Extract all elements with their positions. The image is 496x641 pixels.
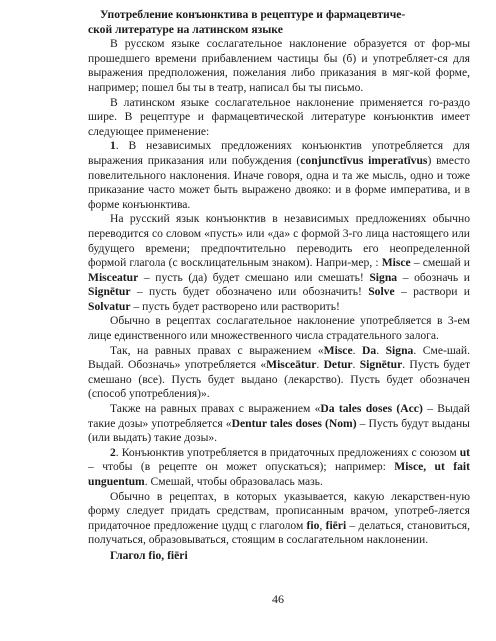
text-run: . [352, 343, 363, 357]
paragraph-p8 [88, 446, 470, 490]
text-run: В русском языке сослагательное наклонение образуется от фор-мы прошедшего времени прибавлением частицы бы (б) и употребляет-ся для выражения предположения, пожелания либо приказания в мяг-кой форме, например; пошел бы ты в театр, написал бы ты письмо. [88, 37, 470, 94]
paragraph-p6 [88, 344, 470, 402]
text-run: – чтобы (в рецепте он может опускаться); например: [88, 460, 395, 474]
text-run: Также на равных правах с выражением « [110, 402, 321, 416]
bold-term: Misce [323, 343, 353, 357]
text-run: . [316, 358, 324, 372]
text-run: – раствори и [394, 285, 471, 299]
paragraph-p4 [88, 212, 470, 314]
text-run: . Сме-шай. Выдай. Обозначь» употребляется « [88, 343, 471, 372]
paragraph-p9 [88, 490, 470, 548]
paragraph-p2 [88, 96, 470, 140]
paragraph-p3 [88, 139, 470, 212]
text-run: Обычно в рецептах сослагательное наклонение употребляется в 3-ем лице единственного или множественного числа страдательного залога. [88, 314, 470, 343]
text-run: , [319, 518, 326, 532]
text-run: – Выдай такие дозы» употребляется « [88, 402, 471, 430]
text-run: . Смешай, чтобы образовалась мазь. [144, 475, 323, 488]
bold-term: 1 [110, 139, 116, 153]
bold-term: fio [306, 518, 320, 532]
text-run: – пусть (да) будет смешано или смешать! [138, 270, 370, 284]
document-body [88, 8, 470, 564]
subsection-heading: Глагол fio, fiēri [110, 548, 188, 562]
text-run: . Конъюнктив употребляется в придаточных предложениях с союзом [115, 445, 460, 459]
text-run: . В независимых предложениях конъюнктив употребляется для выражения приказания или побуждения ( [88, 139, 470, 167]
text-run: На русский язык конъюнктив в независимых предложениях обычно переводится со словом «пусть» или «да» с формой 3-го лица настоящего или будущего времени; предпочтительно переводить его неопределенной формой глагола (с восклицательным знаком). Напри-мер, : [88, 212, 470, 270]
text-run: Так, на равных правах с выражением « [110, 343, 324, 357]
bold-term: conjunctīvus imperatīvus [300, 153, 428, 167]
text-run: – обозначь и [397, 270, 470, 284]
page-number: 46 [272, 592, 284, 606]
bold-term: Signētur [88, 285, 131, 299]
text-run: . Пусть будет смешано (все). Пусть будет выдано (лекарство). Пусть будет обозначен (способ употребления)». [88, 358, 471, 401]
text-run: . [376, 343, 386, 357]
bold-term: ut [459, 445, 470, 459]
section-title-line-2: ской литературе на латинском языке [88, 22, 283, 36]
text-run: Обычно в рецептах, в которых указывается, какую лекарствен-ную форму следует придать средствам, прописанным врачом, употреб-ляется придаточное предложение цудщ с глаголом [88, 489, 470, 532]
bold-term: Signa [369, 270, 398, 284]
text-run: – пусть будет обозначено или обозначить! [130, 285, 369, 299]
bold-term: Da [362, 343, 377, 357]
paragraph-p1 [88, 37, 470, 95]
bold-term: Misceātur [266, 358, 317, 372]
bold-term: Signa [385, 343, 414, 357]
text-run: – пусть будет растворено или растворить! [130, 299, 340, 313]
bold-term: 2 [110, 445, 116, 459]
text-run: – смешай и [410, 256, 470, 270]
bold-term: Misce, ut fait unguentum [88, 460, 470, 488]
bold-term: Misceatur [88, 270, 139, 284]
section-title-line-1: Употребление конъюнктива в рецептуре и фармацевтиче- [100, 8, 406, 21]
paragraph-p5 [88, 314, 470, 343]
text-run: – делаться, становиться, получаться, образовываться, стоящим в сослагательном наклонении. [88, 518, 471, 547]
bold-term: Solve [368, 285, 395, 299]
bold-term: Misce [381, 256, 411, 270]
bold-term: Dentur tales doses (Nom) [231, 416, 357, 430]
bold-term: Solvatur [88, 299, 131, 313]
bold-term: Detur [323, 358, 353, 372]
text-run: – Пусть будут выданы (или выдать) такие дозы». [88, 416, 470, 445]
paragraph-p7 [88, 402, 470, 446]
text-run: ) вместо повелительного наклонения. Иначе говоря, одна и та же мысль, одно и тоже приказание часто может быть выражено двояко: и в форме императива, и в форме конъюнктива. [88, 153, 470, 211]
section-title [88, 8, 470, 37]
text-run: В латинском языке сослагательное наклонение применяется го-раздо шире. В рецептуре и фармацевтической литературе конъюнктив имеет следующее применение: [88, 95, 470, 138]
bold-term: Signētur [359, 358, 403, 372]
bold-term: Da tales doses (Acc) [320, 402, 423, 416]
bold-term: fiēri [325, 518, 347, 532]
text-run: . [352, 358, 360, 372]
